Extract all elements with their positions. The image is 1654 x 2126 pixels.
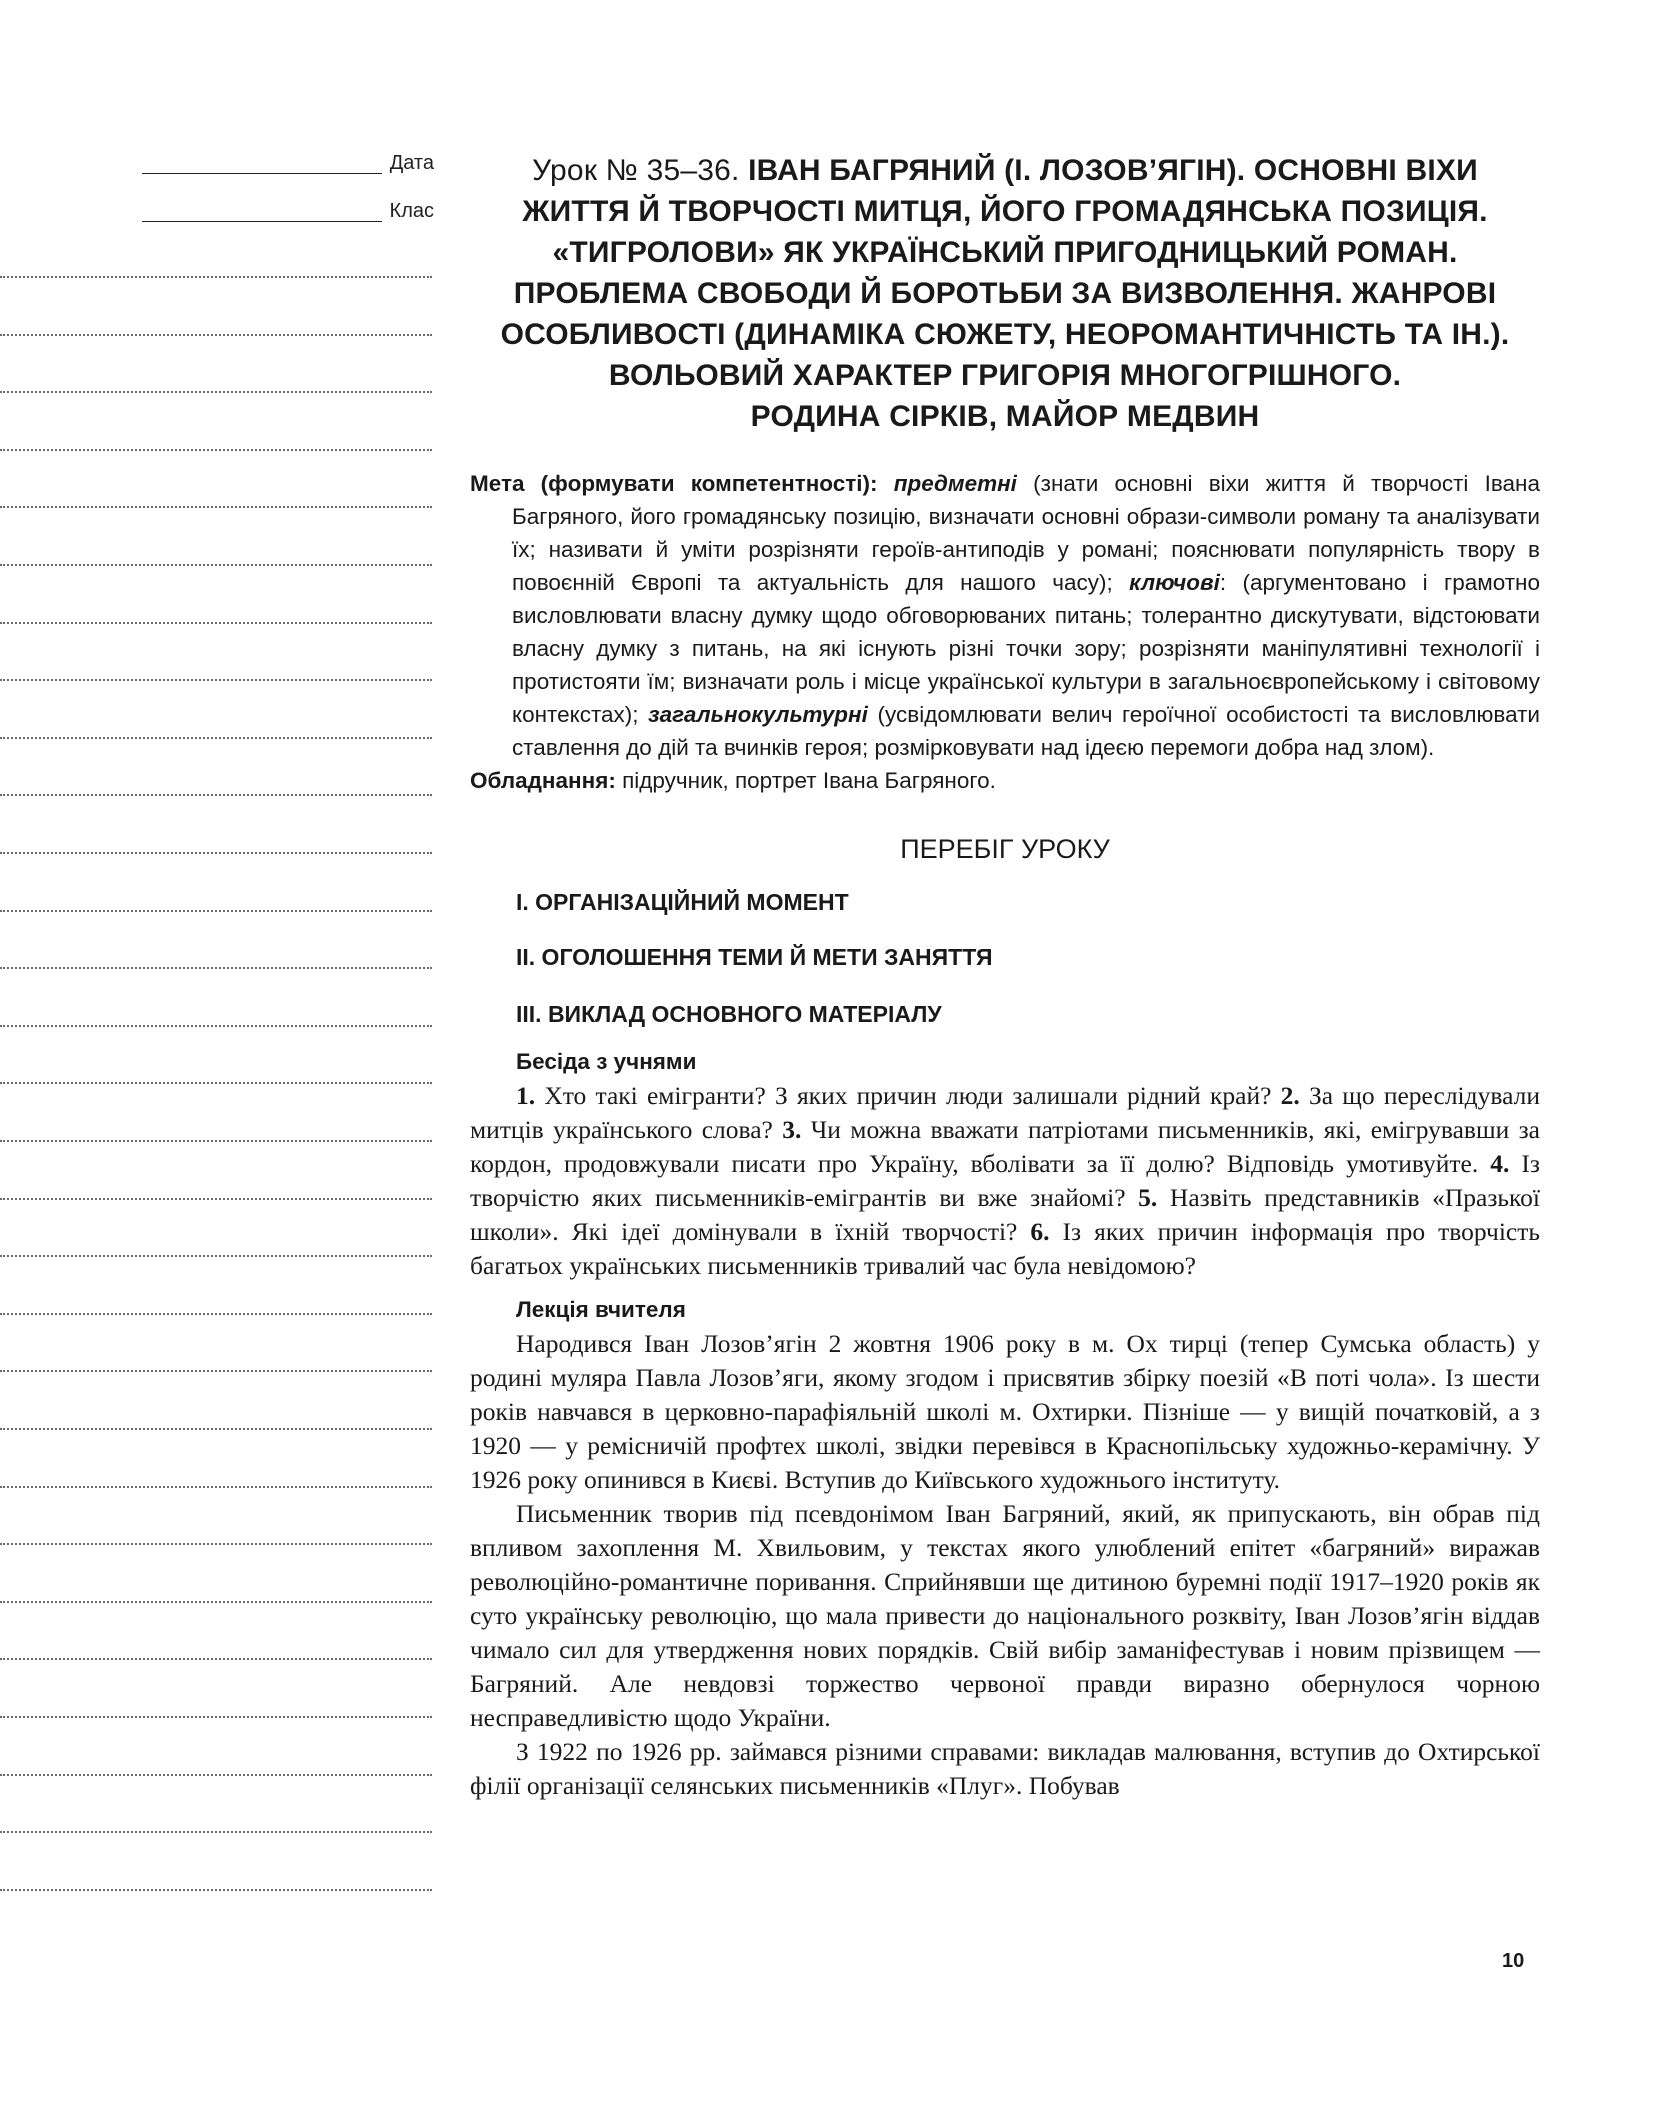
dotted-line xyxy=(0,852,432,854)
lesson-number: Урок № 35–36. xyxy=(532,154,740,187)
lecture-paragraph: Письменник творив під псевдонімом Іван Багряний, який, як припускають, він обрав під впливом захоплення М. Хвильовим, у текстах якого улюблений епітет «багряний» виражав революційно-романтичне поривання. Сприйнявши ще дитиною буремні події 1917–1920 років як суто українську революцію, що мала привести до національного розквіту, Іван Лозов’ягін віддав чимало сил для утвердження нових порядків. Свій вибір заманіфестував і новим прізвищем — Багряний. Але невдовзі торжество червоної правди виразно обернулося чорною несправедливістю щодо України. xyxy=(470,1499,1540,1732)
title-line-1: Урок № 35–36. ІВАН БАГРЯНИЙ (І. ЛОЗОВ’ЯГІН). ОСНОВНІ ВІХИ xyxy=(532,154,1478,187)
dotted-line xyxy=(0,1198,432,1200)
dotted-line xyxy=(0,1658,432,1660)
section-organizational: I. ОРГАНІЗАЦІЙНИЙ МОМЕНТ xyxy=(516,889,849,915)
equipment-label: Обладнання: xyxy=(470,768,616,793)
lesson-goal xyxy=(470,467,1540,797)
goal-paragraph xyxy=(470,467,1540,764)
dotted-line xyxy=(0,1255,432,1257)
page-number: 10 xyxy=(1502,1950,1525,1972)
goal-label: Мета (формувати компетентності): xyxy=(470,471,878,496)
dotted-line xyxy=(0,1889,432,1891)
title-line-3: «ТИГРОЛОВИ» ЯК УКРАЇНСЬКИЙ ПРИГОДНИЦЬКИЙ РОМАН. xyxy=(552,236,1458,269)
class-label: Клас xyxy=(389,200,434,222)
date-label: Дата xyxy=(389,152,434,174)
equipment-text: підручник, портрет Івана Багряного. xyxy=(615,768,996,793)
title-line-5: ОСОБЛИВОСТІ (ДИНАМІКА СЮЖЕТУ, НЕОРОМАНТИЧНІСТЬ ТА ІН.). xyxy=(500,318,1510,351)
dotted-line xyxy=(0,1082,432,1084)
dotted-line xyxy=(0,1601,432,1603)
dotted-line xyxy=(0,1025,432,1027)
dotted-line xyxy=(0,794,432,796)
dotted-line xyxy=(0,1774,432,1776)
dotted-line xyxy=(0,1140,432,1142)
dotted-line xyxy=(0,1716,432,1718)
class-blank xyxy=(142,201,382,222)
title-line-4: ПРОБЛЕМА СВОБОДИ Й БОРОТЬБИ ЗА ВИЗВОЛЕННЯ. ЖАНРОВІ xyxy=(513,277,1497,310)
section-topic: II. ОГОЛОШЕННЯ ТЕМИ Й МЕТИ ЗАНЯТТЯ xyxy=(516,944,993,970)
conversation-heading: Бесіда з учнями xyxy=(516,1049,697,1074)
dotted-line xyxy=(0,276,432,278)
dotted-line xyxy=(0,1313,432,1315)
conversation-questions: 1. Хто такі емігранти? З яких причин люди залишали рідний край? 2. За що переслідували митців українського слова? 3. Чи можна вважати патріотами письменників, які, емігрувавши за кордон, продовжували писати про Україну, вболівати за її долю? Відповідь умотивуйте. 4. Із творчістю яких письменників-емігрантів ви вже знайомі? 5. Назвіть представників «Празької школи». Які ідеї домінували в їхній творчості? 6. Із яких причин інформація про творчість багатьох українських письменників тривалий час була невідомою? xyxy=(470,1081,1541,1280)
dotted-line xyxy=(0,1486,432,1488)
notes-margin xyxy=(0,0,440,2126)
lecture-heading: Лекція вчителя xyxy=(516,1297,686,1322)
subject-label: предметні xyxy=(893,471,1017,496)
section-material: III. ВИКЛАД ОСНОВНОГО МАТЕРІАЛУ xyxy=(516,1001,942,1027)
subject-text: (знати основні віхи життя й творчості Івана Багряного, його громадянську позицію, визначати основні образи-символи роману та аналізувати їх; називати й уміти розрізняти героїв-антиподів у романі; пояснювати популярність твору в повоєнній Європі та актуальність для нашого часу); xyxy=(512,471,1540,595)
dotted-line xyxy=(0,449,432,451)
date-blank xyxy=(142,153,382,174)
course-heading: ПЕРЕБІГ УРОКУ xyxy=(900,834,1110,864)
lesson-content xyxy=(470,150,1540,1803)
general-text: (усвідомлювати велич героїчної особистості та висловлювати ставлення до дій та вчинків героя; розмірковувати над ідеєю перемоги добра над злом). xyxy=(512,702,1540,760)
dotted-line xyxy=(0,1543,432,1545)
title-line-6: ВОЛЬОВИЙ ХАРАКТЕР ГРИГОРІЯ МНОГОГРІШНОГО. xyxy=(608,359,1402,392)
dotted-line xyxy=(0,506,432,508)
title-line-2: ЖИТТЯ Й ТВОРЧОСТІ МИТЦЯ, ЙОГО ГРОМАДЯНСЬКА ПОЗИЦІЯ. xyxy=(522,195,1488,228)
date-line xyxy=(142,152,434,174)
key-label: ключові xyxy=(1129,570,1220,595)
dotted-line xyxy=(0,1428,432,1430)
dotted-line xyxy=(0,910,432,912)
dotted-line xyxy=(0,334,432,336)
dotted-line xyxy=(0,679,432,681)
equipment xyxy=(470,764,1540,797)
lecture-paragraph: Народився Іван Лозов’ягін 2 жовтня 1906 року в м. Ох тирці (тепер Сумська область) у родині муляра Павла Лозов’яги, якому згодом і присвятив збірку поезій «В поті чола». Із шести років навчався в церковно-парафіяльній школі м. Охтирки. Пізніше — у вищій початковій, а з 1920 — у ремісничій профтех школі, звідки перевівся в Краснопільську художньо-керамічну. У 1926 року опинився в Києві. Вступив до Київського художнього інституту. xyxy=(470,1329,1540,1494)
key-text: : (аргументовано і грамотно висловлювати власну думку щодо обговорюваних питань; толерантно дискутувати, відстоювати власну думку з питань, на які існують різні точки зору; розрізняти маніпулятивні технології і протистояти їм; визначати роль і місце української культури в загальноєвропейському і світовому контекстах); xyxy=(512,570,1540,727)
dotted-line xyxy=(0,391,432,393)
dotted-line xyxy=(0,564,432,566)
class-line xyxy=(142,200,434,222)
lecture-paragraph: З 1922 по 1926 рр. займався різними справами: викладав малювання, вступив до Охтирської філії організації селянських письменників «Плуг». Побував xyxy=(470,1737,1540,1800)
dotted-line xyxy=(0,967,432,969)
lesson-title xyxy=(470,150,1540,437)
dotted-line xyxy=(0,737,432,739)
dotted-line xyxy=(0,622,432,624)
title-line-7: РОДИНА СІРКІВ, МАЙОР МЕДВИН xyxy=(750,400,1260,433)
dotted-line xyxy=(0,1831,432,1833)
dotted-line xyxy=(0,1370,432,1372)
general-label: загальнокультурні xyxy=(648,702,868,727)
